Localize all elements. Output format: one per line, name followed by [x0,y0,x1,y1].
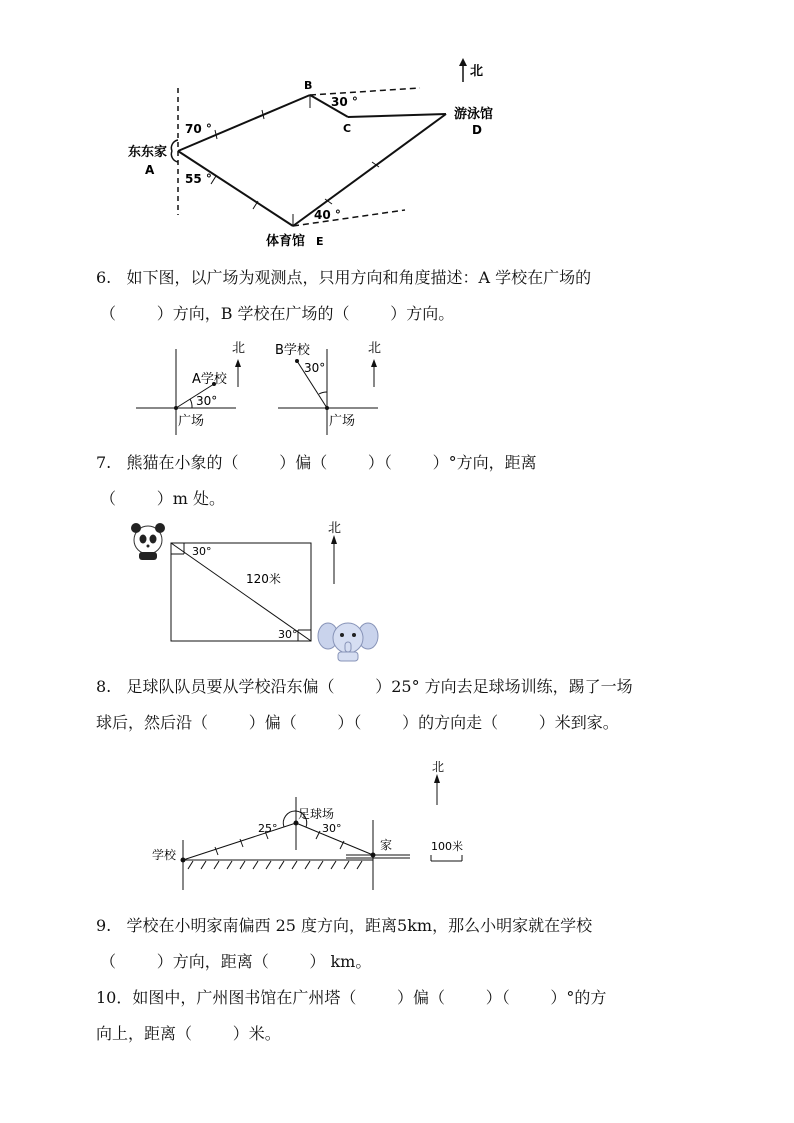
fig8-angle-30: 30° [322,822,342,835]
route-angle-30: 30 ° [331,95,358,109]
route-angle-55: 55 ° [185,172,212,186]
fig6-school-b: B学校 [275,343,310,358]
fig6-angle-left: 30° [196,394,218,408]
question-8-line-1: 8. 足球队队员要从学校沿东偏（ ）25° 方向去足球场训练，踢了一场 [96,677,633,696]
fig7-angle-bottom: 30° [278,628,298,641]
fig8-school: 学校 [152,848,177,862]
fig6-north-right: 北 [368,341,382,356]
fig8-home: 家 [380,838,393,852]
fig6-square-left: 广场 [178,414,205,429]
route-gym-label: 体育馆 [266,234,306,249]
question-9-line-1: 9. 学校在小明家南偏西 25 度方向，距离5km，那么小明家就在学校 [96,916,593,935]
question-8-line-2: 球后，然后沿（ ）偏（ ）（ ）的方向走（ ）米到家。 [96,713,619,732]
question-10-line-2: 向上，距离（ ）米。 [96,1024,281,1043]
fig6-angle-right: 30° [304,361,326,375]
route-point-b: B [304,79,313,92]
route-north-label: 北 [470,64,484,79]
route-point-d: D [472,123,482,137]
question-6-line-1: 6. 如下图，以广场为观测点，只用方向和角度描述：A 学校在广场的 [96,268,592,287]
fig8-angle-25: 25° [258,822,278,835]
route-angle-40: 40 ° [314,208,341,222]
route-angle-70: 70 ° [185,122,212,136]
fig6-school-a: A学校 [192,372,227,387]
fig7-distance: 120米 [246,572,281,586]
fig6-square-right: 广场 [329,414,356,429]
fig8-north: 北 [432,760,445,774]
question-7-line-1: 7. 熊猫在小象的（ ）偏（ ）（ ）°方向，距离 [96,453,537,472]
fig7-angle-top: 30° [192,545,212,558]
question-10-line-1: 10．如图中，广州图书馆在广州塔（ ）偏（ ）（ ）°的方 [96,988,607,1007]
question-9-line-2: （ ）方向，距离（ ） km。 [100,952,372,971]
fig6-north-left: 北 [232,341,246,356]
fig7-north: 北 [328,521,342,536]
route-point-a: A [145,163,155,177]
north-arrow-icon [434,774,440,783]
question-7-line-2: （ ）m 处。 [100,489,225,508]
fig8-scale: 100米 [431,840,463,853]
route-home-label: 东东家 [128,145,168,160]
question-6-line-2: （ ）方向，B 学校在广场的（ ）方向。 [100,304,455,323]
fig8-field: 足球场 [298,807,335,821]
route-pool-label: 游泳馆 [454,107,494,122]
route-point-c: C [343,122,352,135]
route-point-e: E [316,235,324,248]
